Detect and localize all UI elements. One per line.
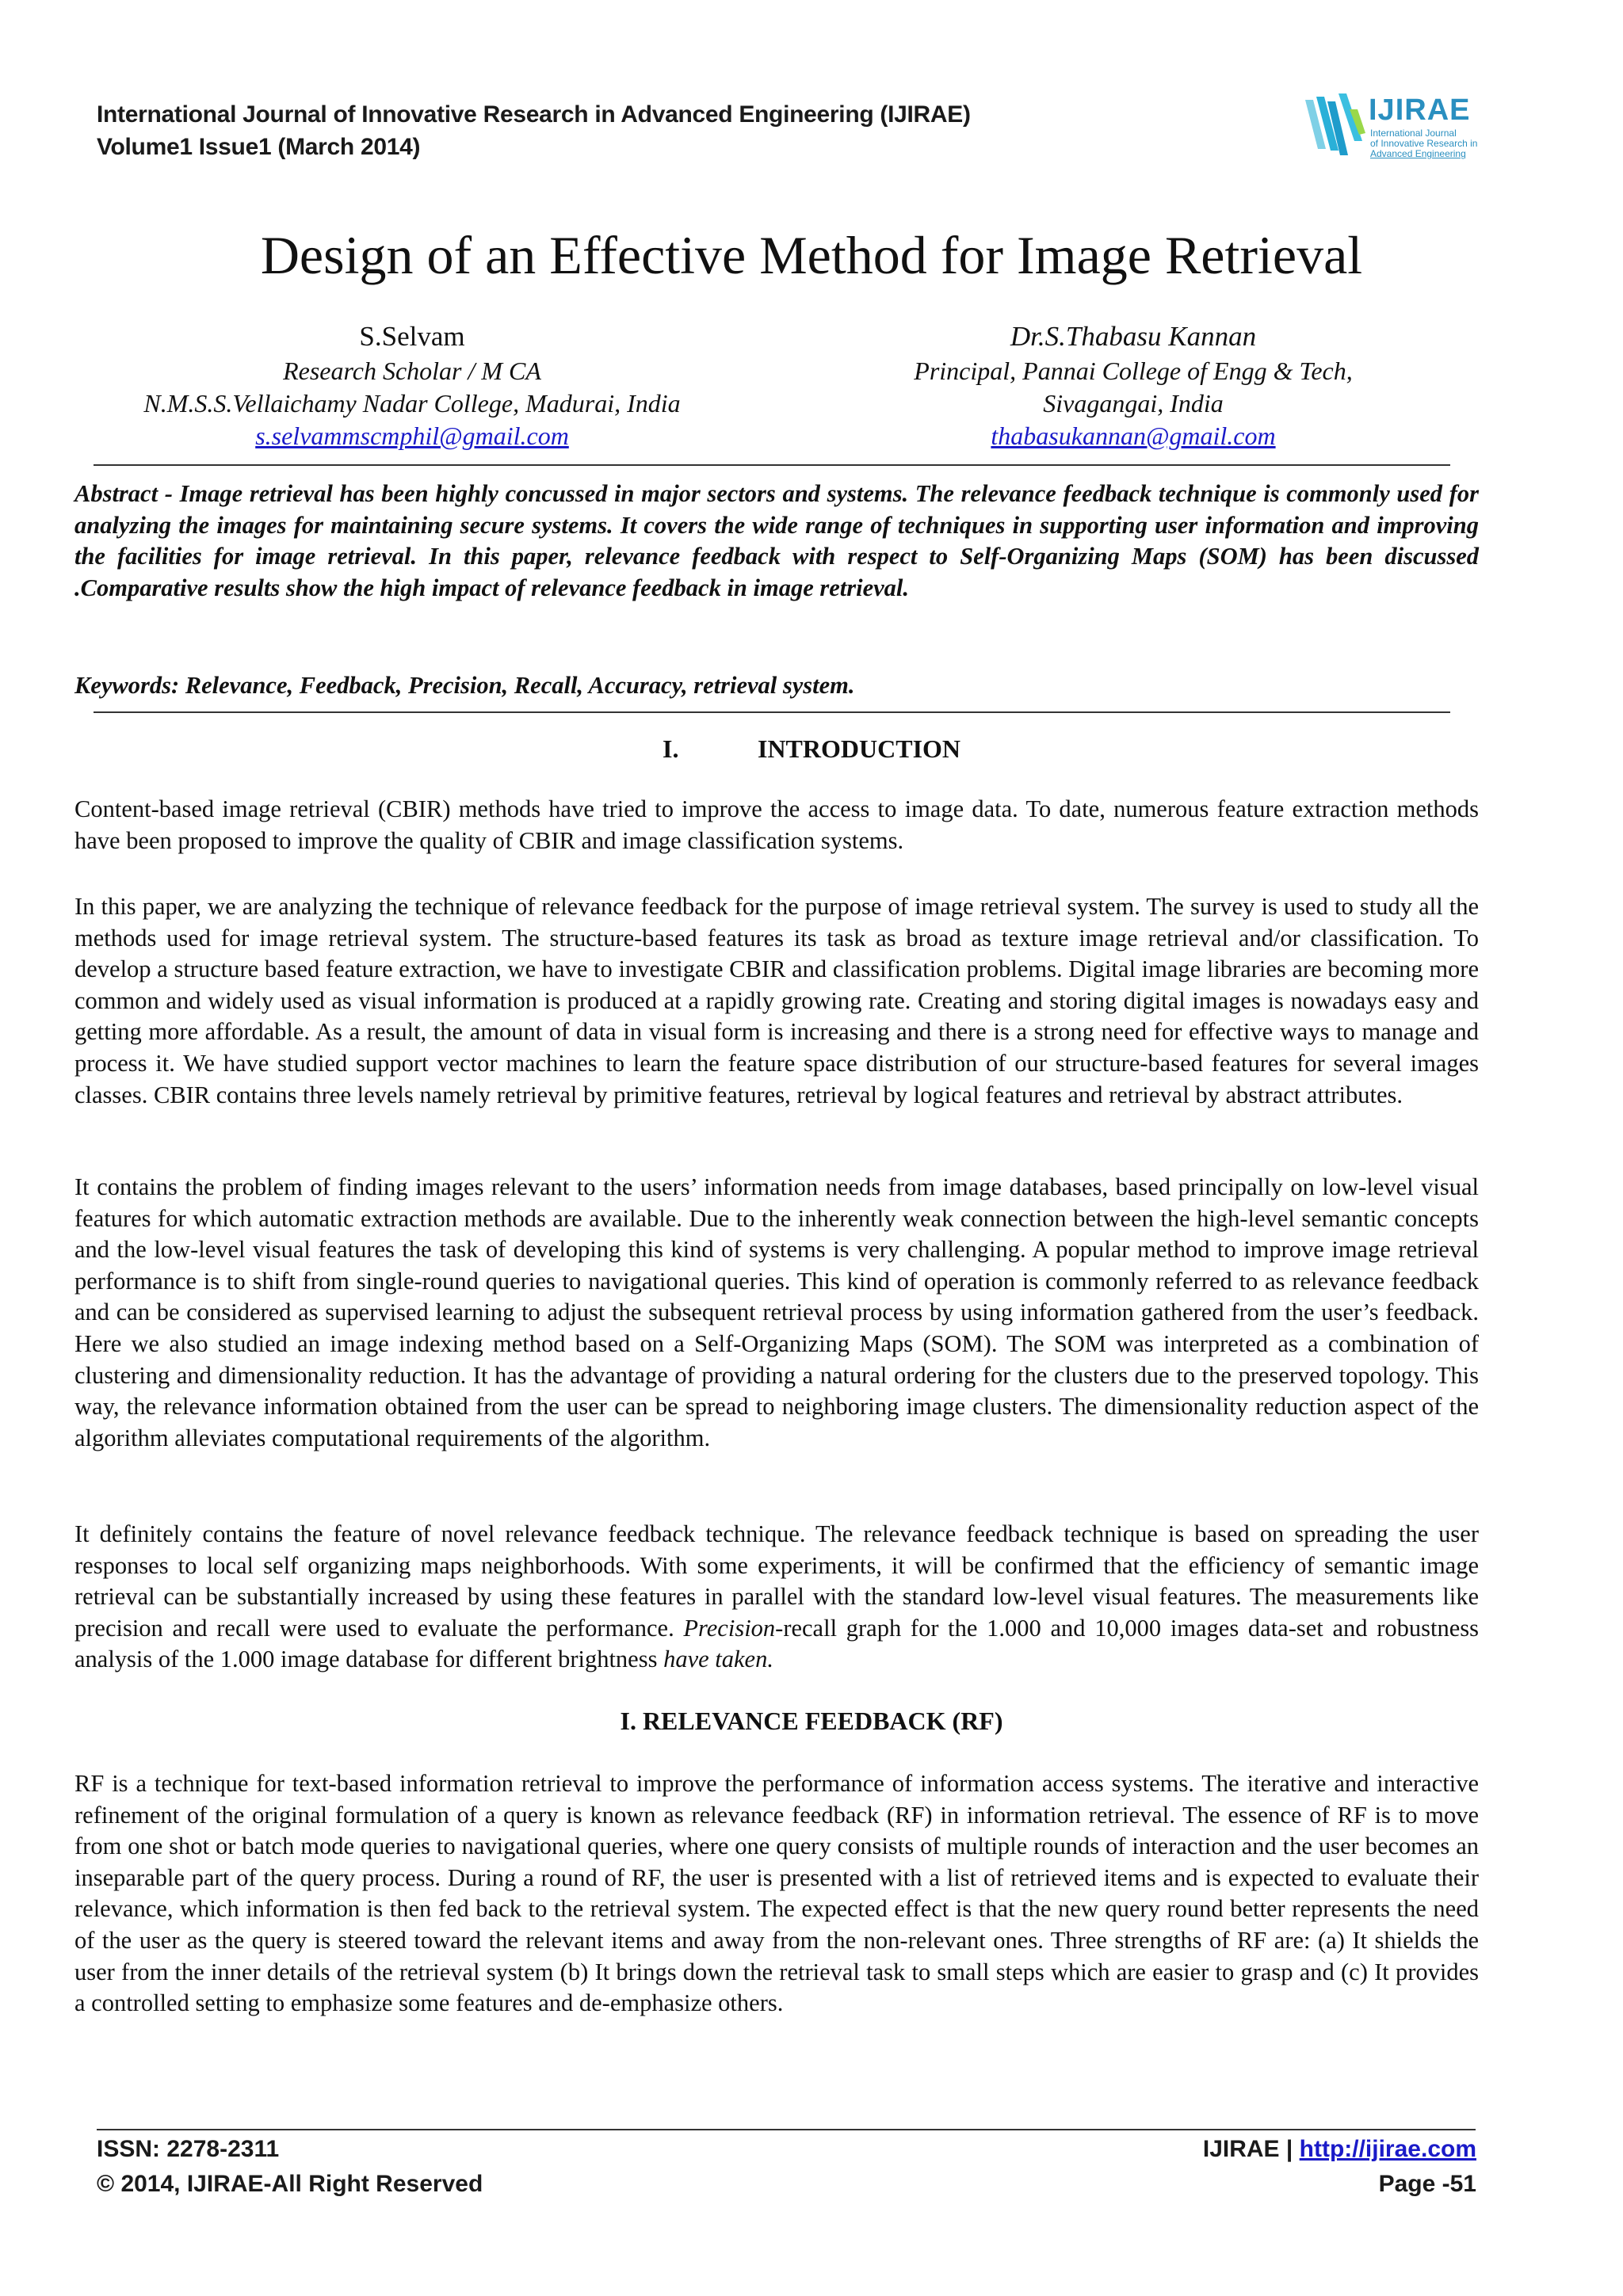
journal-logo xyxy=(1302,93,1484,166)
section-heading-introduction xyxy=(0,733,1623,765)
author-affiliation: Sivagangai, India xyxy=(1043,389,1224,418)
paragraph: It contains the problem of finding images relevant to the users’ information needs from image databases, based principally on low-level visual features for which automatic extraction methods are available. Due to the inherently weak connection between the high-level semantic concepts and the low-level visual features the task of developing this kind of systems is very challenging. A popular method to improve image retrieval performance is to shift from single-round queries to navigational queries. This kind of operation is commonly referred to as relevance feedback and can be considered as supervised learning to adjust the subsequent retrieval process by using information gathered from the user’s feedback. Here we also studied an image indexing method based on a Self-Organizing Maps (SOM). The SOM was interpreted as a combination of clustering and dimensionality reduction. It has the advantage of providing a natural ordering for the clusters due to the preserved topology. This way, the relevance information obtained from the user can be spread to neighboring image clusters. The dimensionality reduction aspect of the algorithm alleviates computational requirements of the algorithm. xyxy=(74,1173,1479,1451)
paper-title: Design of an Effective Method for Image Retrieval xyxy=(260,225,1363,285)
logo-subtitle xyxy=(1370,128,1477,159)
paragraph-text: It definitely contains the feature of novel relevance feedback technique. The relevance feedback technique is based on spreading the user responses to local self organizing maps neighborhoods. With some experiments, it will be confirmed that the efficiency of semantic image retrieval can be substantially increased by using these features in parallel with the standard low-level visual features. The measurements like precision and recall were used to evaluate the performance. xyxy=(74,1520,1479,1642)
paragraph: In this paper, we are analyzing the technique of relevance feedback for the purpose of image retrieval system. The survey is used to study all the methods used for image retrieval system. The structure-based features its task as broad as texture image retrieval and/or classification. To develop a structure based feature extraction, we have to investigate CBIR and classification problems. Digital image libraries are becoming more common and widely used as visual information is produced at a rapidly growing rate. Creating and storing digital images is nowadays easy and getting more affordable. As a result, the amount of data in visual form is increasing and there is a strong need for effective ways to manage and process it. We have studied support vector machines to learn the feature space distribution of our structure-based features for several images classes. CBIR contains three levels namely retrieval by primitive features, retrieval by logical features and retrieval by abstract attributes. xyxy=(74,893,1479,1108)
logo-stripes-icon xyxy=(1302,93,1369,166)
author-role: Principal, Pannai College of Engg & Tech, xyxy=(914,357,1353,385)
journal-header xyxy=(97,98,971,163)
paragraph-italic: have taken. xyxy=(663,1646,773,1673)
paragraph-italic: Precision xyxy=(683,1614,776,1642)
section-title: INTRODUCTION xyxy=(757,734,961,763)
journal-title: International Journal of Innovative Research in Advanced Engineering (IJIRAE) xyxy=(97,101,971,128)
abstract: Abstract - Image retrieval has been highly concussed in major sectors and systems. The relevance feedback technique is commonly used for analyzing the images for maintaining secure systems. It covers the wide range of techniques in supporting user information and improving the facilities for image retrieval. In this paper, relevance feedback with respect to Self-Organizing Maps (SOM) has been discussed .Comparative results show the high impact of relevance feedback in image retrieval. xyxy=(74,480,1479,601)
logo-sub-line: of Innovative Research in xyxy=(1370,138,1478,149)
page-number: Page -51 xyxy=(1378,2171,1476,2197)
footer-brand: IJIRAE | xyxy=(1202,2136,1300,2162)
logo-sub-line: International Journal xyxy=(1370,128,1457,139)
author-block-2 xyxy=(816,318,1450,452)
paragraph: RF is a technique for text-based information retrieval to improve the performance of information access systems. The iterative and interactive refinement of the original formulation of a query is known as relevance feedback (RF) in information retrieval. The essence of RF is to move from one shot or batch mode queries to navigational queries, where one query consists of multiple rounds of interaction and the user becomes an inseparable part of the query process. During a round of RF, the user is presented with a list of retrieved items and is expected to evaluate their relevance, which information is then fed back to the retrieval system. The expected effect is that the new query round better represents the need of the user as the query is steered toward the relevant items and away from the non-relevant ones. Three strengths of RF are: (a) It shields the user from the inner details of the retrieval system (b) It brings down the retrieval task to small steps which are easier to grasp and (c) It provides a controlled setting to emphasize some features and de-emphasize others. xyxy=(74,1770,1479,2017)
paragraph xyxy=(74,1519,1479,1676)
issn: ISSN: 2278-2311 xyxy=(97,2136,280,2162)
author-affiliation: N.M.S.S.Vellaichamy Nadar College, Madurai, India xyxy=(143,389,681,418)
author-email-link[interactable]: s.selvammscmphil@gmail.com xyxy=(255,421,569,450)
author-name: S.Selvam xyxy=(359,321,465,352)
copyright: © 2014, IJIRAE-All Right Reserved xyxy=(97,2171,483,2197)
author-block-1 xyxy=(55,318,769,452)
divider xyxy=(94,464,1450,466)
logo-sub-line: Advanced Engineering xyxy=(1370,148,1466,159)
divider xyxy=(94,711,1450,713)
paragraph: Content-based image retrieval (CBIR) methods have tried to improve the access to image data. To date, numerous feature extraction methods have been proposed to improve the quality of CBIR and image classification systems. xyxy=(74,795,1479,854)
footer-left xyxy=(97,2132,483,2202)
keywords: Keywords: Relevance, Feedback, Precision, Recall, Accuracy, retrieval system. xyxy=(74,672,855,699)
footer-right xyxy=(1203,2132,1476,2202)
section-heading-relevance-feedback: I. RELEVANCE FEEDBACK (RF) xyxy=(620,1707,1003,1735)
author-name: Dr.S.Thabasu Kannan xyxy=(1010,321,1257,352)
footer-divider xyxy=(97,2129,1476,2130)
author-email-link[interactable]: thabasukannan@gmail.com xyxy=(991,421,1276,450)
logo-name: IJIRAE xyxy=(1369,93,1471,127)
section-number: I. xyxy=(662,734,679,763)
journal-url-link[interactable]: http://ijirae.com xyxy=(1299,2136,1476,2162)
paragraph-text: -recall graph for the 1.000 and 10,000 images data-set and robustness analysis of the 1.000 image database for different brightness xyxy=(74,1614,1479,1673)
journal-volume: Volume1 Issue1 (March 2014) xyxy=(97,134,421,160)
author-role: Research Scholar / M CA xyxy=(283,357,541,385)
